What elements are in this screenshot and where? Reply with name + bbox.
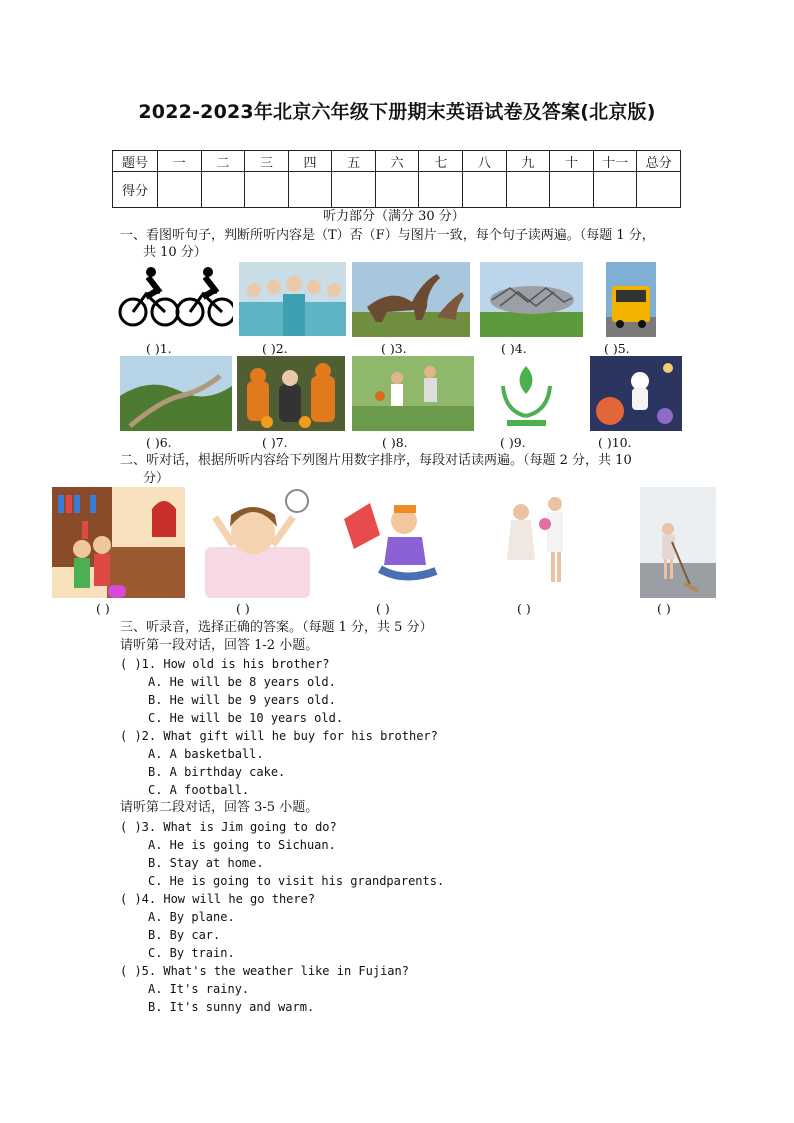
s2-answer-label[interactable]: ( ) xyxy=(517,601,531,616)
school-bus-photo-icon xyxy=(606,262,656,337)
score-header-cell: 二 xyxy=(201,151,245,172)
doctors-photo-icon xyxy=(239,262,346,336)
question-3: ( )3. What is Jim going to do? xyxy=(120,820,337,834)
section3-part1-intro: 请听第一段对话，回答 1-2 小题。 xyxy=(120,638,319,653)
question-5: ( )5. What's the weather like in Fujian? xyxy=(120,964,409,978)
boy-with-kite-illustration-icon xyxy=(340,499,452,586)
section3-instruction: 三、听录音，选择正确的答案。（每题 1 分，共 5 分） xyxy=(120,620,433,635)
s2-answer-label[interactable]: ( ) xyxy=(96,601,110,616)
birds-nest-stadium-photo-icon xyxy=(480,262,583,337)
score-input-cell[interactable] xyxy=(506,172,550,208)
s1-answer-label[interactable]: ( )5. xyxy=(604,341,630,356)
score-row-label: 得分 xyxy=(113,172,158,208)
score-table-score-row xyxy=(113,172,681,208)
score-header-cell: 八 xyxy=(463,151,507,172)
s2-answer-label[interactable]: ( ) xyxy=(657,601,671,616)
q5-option-a[interactable]: A. It's rainy. xyxy=(148,982,250,996)
s1-answer-label[interactable]: ( )2. xyxy=(262,341,288,356)
s1-answer-label[interactable]: ( )6. xyxy=(146,435,172,450)
score-header-cell: 十 xyxy=(550,151,594,172)
section1-instruction-cont: 共 10 分） xyxy=(143,245,207,260)
library-kids-illustration-icon xyxy=(52,487,185,598)
score-header-cell: 九 xyxy=(506,151,550,172)
score-table xyxy=(112,150,681,208)
halloween-kids-photo-icon xyxy=(237,356,345,431)
score-input-cell[interactable] xyxy=(201,172,245,208)
score-input-cell[interactable] xyxy=(158,172,202,208)
section2-instruction-cont: 分） xyxy=(143,471,170,486)
dinosaurs-photo-icon xyxy=(352,262,470,337)
great-wall-photo-icon xyxy=(120,356,232,431)
q2-option-a[interactable]: A. A basketball. xyxy=(148,747,264,761)
section1-instruction: 一、看图听句子，判断所听内容是（T）否（F）与图片一致，每个句子读两遍。（每题 1 分， xyxy=(120,228,655,243)
score-input-cell[interactable] xyxy=(593,172,637,208)
score-input-cell[interactable] xyxy=(288,172,332,208)
score-input-cell[interactable] xyxy=(419,172,463,208)
s1-answer-label[interactable]: ( )7. xyxy=(262,435,288,450)
s2-answer-label[interactable]: ( ) xyxy=(236,601,250,616)
s1-answer-label[interactable]: ( )10. xyxy=(598,435,632,450)
s1-answer-label[interactable]: ( )4. xyxy=(501,341,527,356)
q4-option-b[interactable]: B. By car. xyxy=(148,928,221,942)
page-title: 2022-2023年北京六年级下册期末英语试卷及答案(北京版) xyxy=(138,101,656,123)
score-header-cell: 总分 xyxy=(637,151,681,172)
score-input-cell[interactable] xyxy=(332,172,376,208)
score-header-cell: 十一 xyxy=(593,151,637,172)
score-header-cell: 一 xyxy=(158,151,202,172)
q2-option-c[interactable]: C. A football. xyxy=(148,783,250,797)
s1-answer-label[interactable]: ( )9. xyxy=(500,435,526,450)
score-header-cell: 六 xyxy=(375,151,419,172)
hands-recycling-icon xyxy=(495,356,558,431)
score-header-cell: 七 xyxy=(419,151,463,172)
q3-option-c[interactable]: C. He is going to visit his grandparents. xyxy=(148,874,445,888)
q3-option-a[interactable]: A. He is going to Sichuan. xyxy=(148,838,336,852)
s1-answer-label[interactable]: ( )1. xyxy=(146,341,172,356)
question-4: ( )4. How will he go there? xyxy=(120,892,316,906)
girl-giving-flowers-photo-icon xyxy=(501,490,571,590)
score-input-cell[interactable] xyxy=(550,172,594,208)
question-1: ( )1. How old is his brother? xyxy=(120,657,330,671)
q1-option-b[interactable]: B. He will be 9 years old. xyxy=(148,693,336,707)
q1-option-c[interactable]: C. He will be 10 years old. xyxy=(148,711,344,725)
q4-option-c[interactable]: C. By train. xyxy=(148,946,235,960)
girl-sweeping-photo-icon xyxy=(640,487,716,598)
listening-header: 听力部分（满分 30 分） xyxy=(323,209,465,224)
s1-answer-label[interactable]: ( )8. xyxy=(382,435,408,450)
question-2: ( )2. What gift will he buy for his brother? xyxy=(120,729,438,743)
score-input-cell[interactable] xyxy=(463,172,507,208)
score-header-cell: 五 xyxy=(332,151,376,172)
s2-answer-label[interactable]: ( ) xyxy=(376,601,390,616)
astronaut-poster-icon xyxy=(590,356,682,431)
section3-part2-intro: 请听第二段对话，回答 3-5 小题。 xyxy=(120,800,319,815)
score-table-header-row xyxy=(113,151,681,172)
q1-option-a[interactable]: A. He will be 8 years old. xyxy=(148,675,336,689)
girl-waking-up-illustration-icon xyxy=(195,487,320,598)
playing-basketball-photo-icon xyxy=(352,356,474,431)
score-header-cell: 题号 xyxy=(113,151,158,172)
score-input-cell[interactable] xyxy=(375,172,419,208)
q2-option-b[interactable]: B. A birthday cake. xyxy=(148,765,286,779)
q3-option-b[interactable]: B. Stay at home. xyxy=(148,856,264,870)
score-input-cell[interactable] xyxy=(245,172,289,208)
q4-option-a[interactable]: A. By plane. xyxy=(148,910,235,924)
q5-option-b[interactable]: B. It's sunny and warm. xyxy=(148,1000,315,1014)
section2-instruction: 二、听对话，根据所听内容给下列图片用数字排序，每段对话读两遍。（每题 2 分，共 10 xyxy=(120,453,632,468)
score-input-cell[interactable] xyxy=(637,172,681,208)
s1-answer-label[interactable]: ( )3. xyxy=(381,341,407,356)
score-header-cell: 四 xyxy=(288,151,332,172)
score-header-cell: 三 xyxy=(245,151,289,172)
cyclists-photo-icon xyxy=(118,262,233,336)
